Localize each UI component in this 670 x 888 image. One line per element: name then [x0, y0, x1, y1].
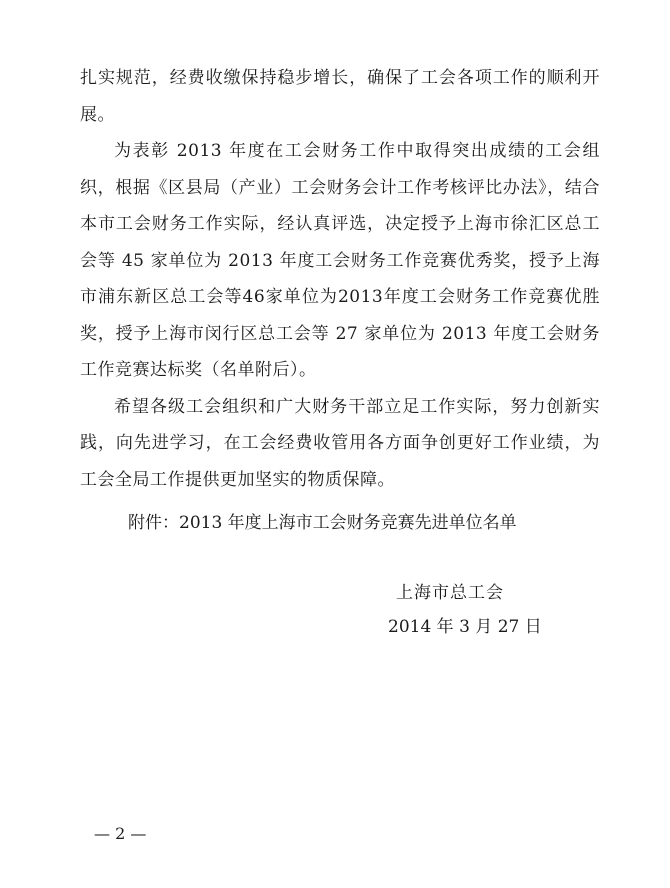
signature-organization: 上海市总工会: [396, 583, 504, 603]
page-number: — 2 —: [94, 824, 147, 843]
attachment-line: 附件：2013 年度上海市工会财务竞赛先进单位名单: [128, 513, 517, 533]
paragraph-continuation: 扎实规范，经费收缴保持稳步增长，确保了工会各项工作的顺利开展。: [80, 68, 600, 125]
paragraph-commendation: 为表彰 2013 年度在工会财务工作中取得突出成绩的工会组织，根据《区县局（产业）工会财务会计工作考核评比办法》，结合本市工会财务工作实际，经认真评选，决定授予上海市徐汇区总工会等 45 家单位为 2013 年度工会财务工作竞赛优秀奖，授予上海市浦东新区总工会等46家单位为2013年度工会财务工作竞赛优胜奖，授予上海市闵行区总工会等 27 家单位为 2013 年度工会财务工作竞赛达标奖（名单附后）。: [80, 141, 600, 380]
paragraph-expectation: 希望各级工会组织和广大财务干部立足工作实际，努力创新实践，向先进学习，在工会经费收管用各方面争创更好工作业绩，为工会全局工作提供更加坚实的物质保障。: [80, 396, 600, 490]
signature-date: 2014 年 3 月 27 日: [388, 617, 542, 637]
document-body: [80, 60, 600, 498]
